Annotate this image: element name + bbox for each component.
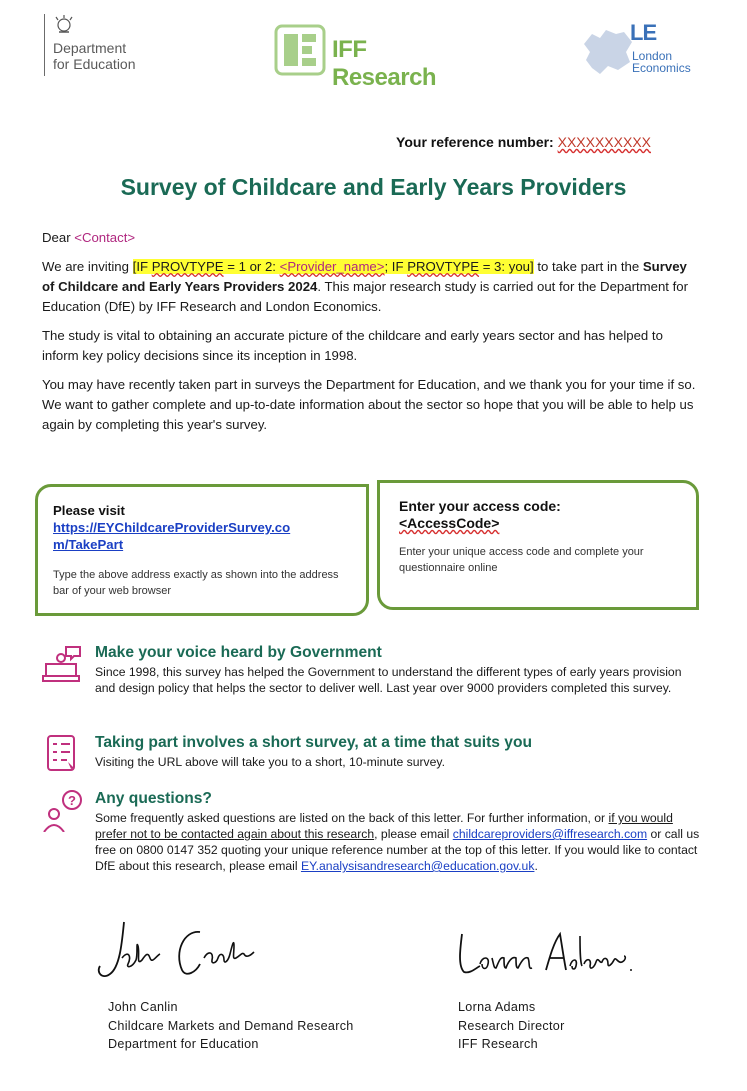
access-code-box	[377, 480, 699, 610]
visit-instructions: Type the above address exactly as shown into the address bar of your web browser	[53, 569, 339, 597]
access-code-instructions: Enter your unique access code and complete your questionnaire online	[399, 546, 644, 574]
letter-body	[42, 228, 702, 444]
royal-crest-icon	[53, 14, 75, 36]
visit-heading: Please visit	[53, 503, 125, 518]
signatory-left-role: Childcare Markets and Demand Research	[108, 1018, 354, 1033]
reference-number	[396, 134, 651, 150]
le-logo-big: LE	[630, 20, 657, 45]
signature-lorna-adams	[454, 926, 654, 986]
government-speaker-icon	[42, 644, 84, 686]
signatory-right-role: Research Director	[458, 1018, 565, 1033]
paragraph-3: You may have recently taken part in surveys the Department for Education, and we thank you for your time if so. We want to gather complete and up-to-date information about the sector so hope that you will be able to help us again by completing this year's survey.	[42, 377, 696, 432]
le-logo	[578, 20, 708, 82]
iff-logo	[274, 24, 474, 91]
section-questions-title: Any questions?	[95, 790, 212, 807]
signatory-right	[458, 998, 565, 1054]
signatory-right-org: IFF Research	[458, 1037, 538, 1051]
svg-text:?: ?	[68, 793, 76, 808]
dfe-logo-text: Department for Education	[53, 40, 136, 72]
section-voice	[42, 644, 702, 716]
signatory-left	[108, 998, 354, 1054]
access-code-value: <AccessCode>	[399, 515, 500, 531]
section-questions	[42, 790, 702, 894]
page-title: Survey of Childcare and Early Years Providers	[120, 174, 627, 200]
dfe-email-link[interactable]: EY.analysisandresearch@education.gov.uk	[300, 859, 535, 873]
survey-url-link[interactable]: https://EYChildcareProviderSurvey.co m/TakePart	[53, 520, 291, 552]
signatory-left-name: John Canlin	[108, 1000, 178, 1014]
iff-mark-icon	[274, 24, 326, 76]
dfe-logo	[44, 14, 154, 76]
contact-placeholder: <Contact>	[74, 230, 136, 245]
visit-box	[35, 484, 369, 616]
le-logo-small: London Economics	[632, 49, 691, 75]
checklist-icon	[42, 734, 84, 776]
reference-value: XXXXXXXXXX	[557, 134, 651, 150]
signature-john-canlin	[92, 912, 292, 992]
section-short-body: Visiting the URL above will take you to a short, 10-minute survey.	[95, 755, 445, 769]
signatory-right-name: Lorna Adams	[458, 1000, 536, 1014]
section-short	[42, 734, 702, 774]
europe-map-icon	[578, 24, 636, 78]
section-voice-title: Make your voice heard by Government	[95, 644, 382, 661]
greeting: Dear <Contact>	[42, 230, 136, 245]
section-questions-body: Some frequently asked questions are listed on the back of this letter. For further information, or if you would prefer not to be contacted again about this research, please email childcareproviders@iffresearch.com or call us free on 0800 0147 352 quoting your unique reference number at the top of this letter. If you would like to contact DfE about this research, please email EY.analysisandresearch@education.gov.uk.	[95, 811, 700, 873]
routing-highlight: [IF PROVTYPE = 1 or 2: <Provider_name>; IF PROVTYPE = 3: you]	[132, 259, 534, 274]
iff-email-link[interactable]: childcareproviders@iffresearch.com	[452, 827, 648, 841]
opt-out-text: if you would prefer not to be contacted again about this research	[95, 811, 673, 841]
section-short-title: Taking part involves a short survey, at a time that suits you	[95, 734, 533, 751]
reference-label: Your reference number:	[396, 134, 554, 150]
section-voice-body: Since 1998, this survey has helped the Government to understand the different types of early years provision and design policy that helps the sector to deliver well. Last year over 9000 providers completed this survey.	[95, 665, 682, 695]
paragraph-1: We are inviting [IF PROVTYPE = 1 or 2: <Provider_name>; IF PROVTYPE = 3: you] to take part in the Survey of Childcare and Early Years Providers 2024. This major research study is carried out for the Department for Education (DfE) by IFF Research and London Economics.	[42, 259, 688, 314]
iff-logo-text: IFF Research	[332, 36, 437, 91]
signatory-left-org: Department for Education	[108, 1037, 259, 1051]
paragraph-2: The study is vital to obtaining an accurate picture of the childcare and early years sector and has helped to inform key policy decisions since its inception in 1998.	[42, 328, 663, 363]
access-code-heading: Enter your access code:	[399, 498, 561, 514]
question-person-icon	[42, 790, 84, 832]
